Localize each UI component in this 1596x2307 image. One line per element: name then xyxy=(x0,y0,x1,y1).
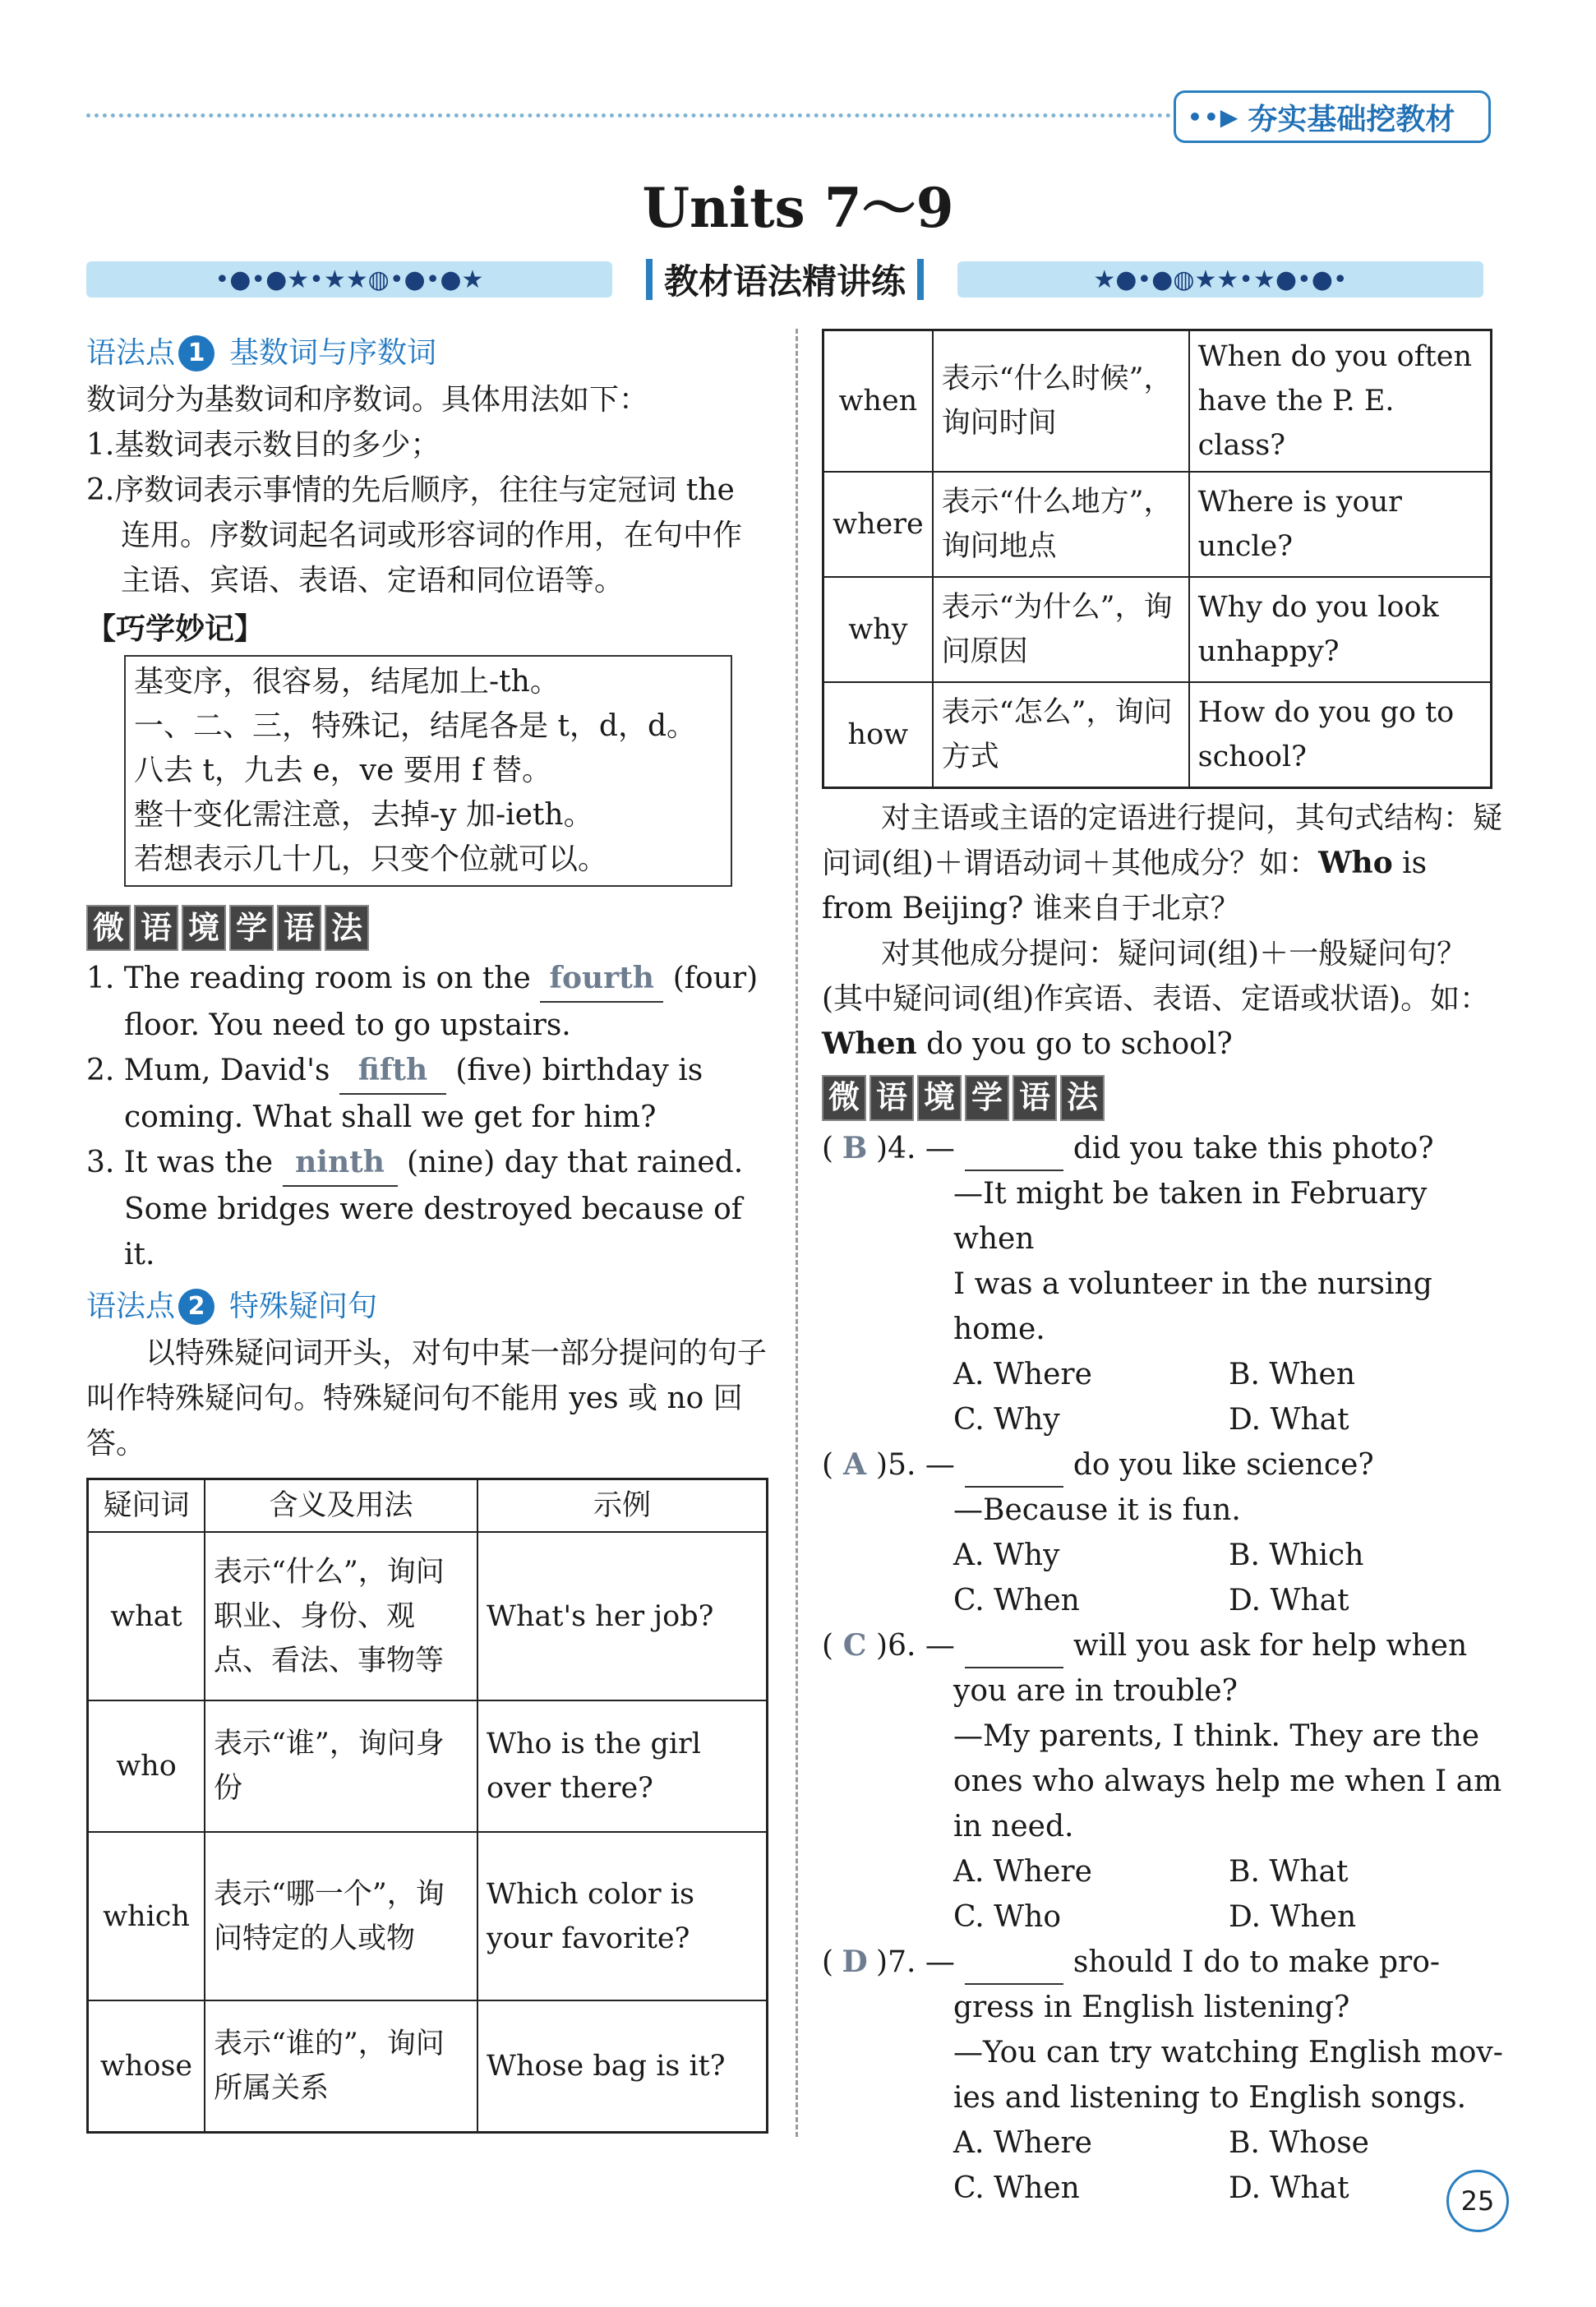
left-column xyxy=(86,329,768,2134)
rule-1: 1.基数词表示数目的多少； xyxy=(86,428,441,462)
structure-paragraph-1: 对主语或主语的定语进行提问，其句式结构：疑问词(组)＋谓语动词＋其他成分？如：Who is from Beijing? 谁来自于北京？ xyxy=(822,801,1503,925)
grammar-point-1-title: 语法点 1 基数词与序数词 xyxy=(86,336,437,370)
table-row: where 表示“什么地方”，询问地点 Where is your uncle? xyxy=(823,472,1492,577)
table-row: what 表示“什么”，询问职业、身份、观点、看法、事物等 What's her job? xyxy=(88,1532,768,1700)
answer-blank: fourth xyxy=(540,956,663,1003)
question-4: ( B )4. — did you take this photo? —It might be taken in February when I was a volunteer in the nursing home. A. Where B. When C. Why D. What xyxy=(822,1126,1504,1442)
exercise-3-cont: Some bridges were destroyed because of it. xyxy=(124,1193,743,1271)
banner-title: 教材语法精讲练 xyxy=(616,256,953,302)
answer: D xyxy=(842,1944,868,1979)
unit-title: Units 7～9 xyxy=(642,176,954,240)
question-word-table-cont xyxy=(822,329,1492,789)
column-divider xyxy=(796,329,798,2137)
table-row: who 表示“谁”，询问身份 Who is the girl over there? xyxy=(88,1700,768,1832)
header-tag xyxy=(1174,90,1491,143)
intro-text: 数词分为基数词和序数词。具体用法如下： xyxy=(86,383,649,417)
question-6: ( C )6. — will you ask for help when you are in trouble? —My parents, I think. They are the ones who always help me when I am in need. A. Where B. What C. Who D. When xyxy=(822,1623,1504,1940)
answer-blank: ninth xyxy=(283,1140,398,1187)
answer: B xyxy=(842,1130,868,1165)
header-dotted-line xyxy=(86,113,1171,118)
table-row: why 表示“为什么”，询问原因 Why do you look unhappy? xyxy=(823,577,1492,682)
memo-tip-heading: 【巧学妙记】 xyxy=(86,612,265,646)
rule-2: 2.序数词表示事情的先后顺序，往往与定冠词 the 连用。序数词起名词或形容词的作用，在句中作主语、宾语、表语、定语和同位语等。 xyxy=(86,473,743,598)
table-row: which 表示“哪一个”，询问特定的人或物 Which color is your favorite? xyxy=(88,1832,768,2000)
page-number: 25 xyxy=(1446,2170,1509,2232)
right-column xyxy=(822,329,1504,2211)
memo-line: 一、二、三，特殊记，结尾各是 t，d，d。 xyxy=(134,709,697,743)
banner-decoration-left: •●•●★•★★◍•●•●★ xyxy=(86,261,612,298)
table-header: 含义及用法 xyxy=(205,1479,477,1533)
structure-paragraph-2: 对其他成分提问：疑问词(组)＋一般疑问句？(其中疑问词(组)作宾语、表语、定语或状语)。如：When do you go to school? xyxy=(822,936,1490,1061)
exercise-2-cont: coming. What shall we get for him? xyxy=(124,1100,657,1134)
answer: A xyxy=(843,1446,867,1482)
memo-line: 整十变化需注意，去掉-y 加-ieth。 xyxy=(134,798,593,832)
table-header-row xyxy=(88,1479,768,1533)
grammar-point-2-text: 以特殊疑问词开头，对句中某一部分提问的句子叫作特殊疑问句。特殊疑问句不能用 yes 或 no 回答。 xyxy=(86,1336,768,1460)
grammar-point-2-title: 语法点 2 特殊疑问句 xyxy=(86,1290,378,1323)
table-row: whose 表示“谁的”，询问所属关系 Whose bag is it? xyxy=(88,2000,768,2132)
memo-line: 基变序，很容易，结尾加上-th。 xyxy=(134,665,560,699)
table-row: when 表示“什么时候”，询问时间 When do you often have the P. E. class? xyxy=(823,330,1492,473)
banner-decoration-right: ★●•●◍★★•★●•●• xyxy=(957,261,1483,298)
question-5: ( A )5. — do you like science? —Because it is fun. A. Why B. Which C. When D. What xyxy=(822,1442,1504,1623)
header-tag-label: 夯实基础挖教材 xyxy=(1248,102,1455,136)
arrow-icon: ••▶ xyxy=(1188,103,1240,131)
section-banner xyxy=(86,256,1483,302)
table-row: how 表示“怎么”，询问方式 How do you go to school? xyxy=(823,682,1492,787)
question-7: ( D )7. — should I do to make pro- gress in English listening? —You can try watching English mov- ies and listening to English songs. A. Where B. Whose C. When D. What xyxy=(822,1940,1504,2211)
exercise-1: 1. The reading room is on the fourth (four) xyxy=(86,956,768,1003)
practice-label: 微 语 境 学 语 法 xyxy=(822,1075,1108,1121)
memo-box xyxy=(124,655,732,887)
table-header: 疑问词 xyxy=(88,1479,205,1533)
exercise-3: 3. It was the ninth (nine) day that rained. xyxy=(86,1140,768,1187)
memo-line: 若想表示几十几，只变个位就可以。 xyxy=(134,842,608,876)
practice-label: 微 语 境 学 语 法 xyxy=(86,905,372,951)
answer-blank: fifth xyxy=(339,1048,446,1095)
table-header: 示例 xyxy=(477,1479,768,1533)
memo-line: 八去 t，九去 e，ve 要用 f 替。 xyxy=(134,754,551,787)
exercise-2: 2. Mum, David's fifth (five) birthday is xyxy=(86,1048,768,1095)
question-word-table xyxy=(86,1478,768,2134)
exercise-1-cont: floor. You need to go upstairs. xyxy=(124,1008,571,1042)
answer: C xyxy=(842,1627,867,1663)
